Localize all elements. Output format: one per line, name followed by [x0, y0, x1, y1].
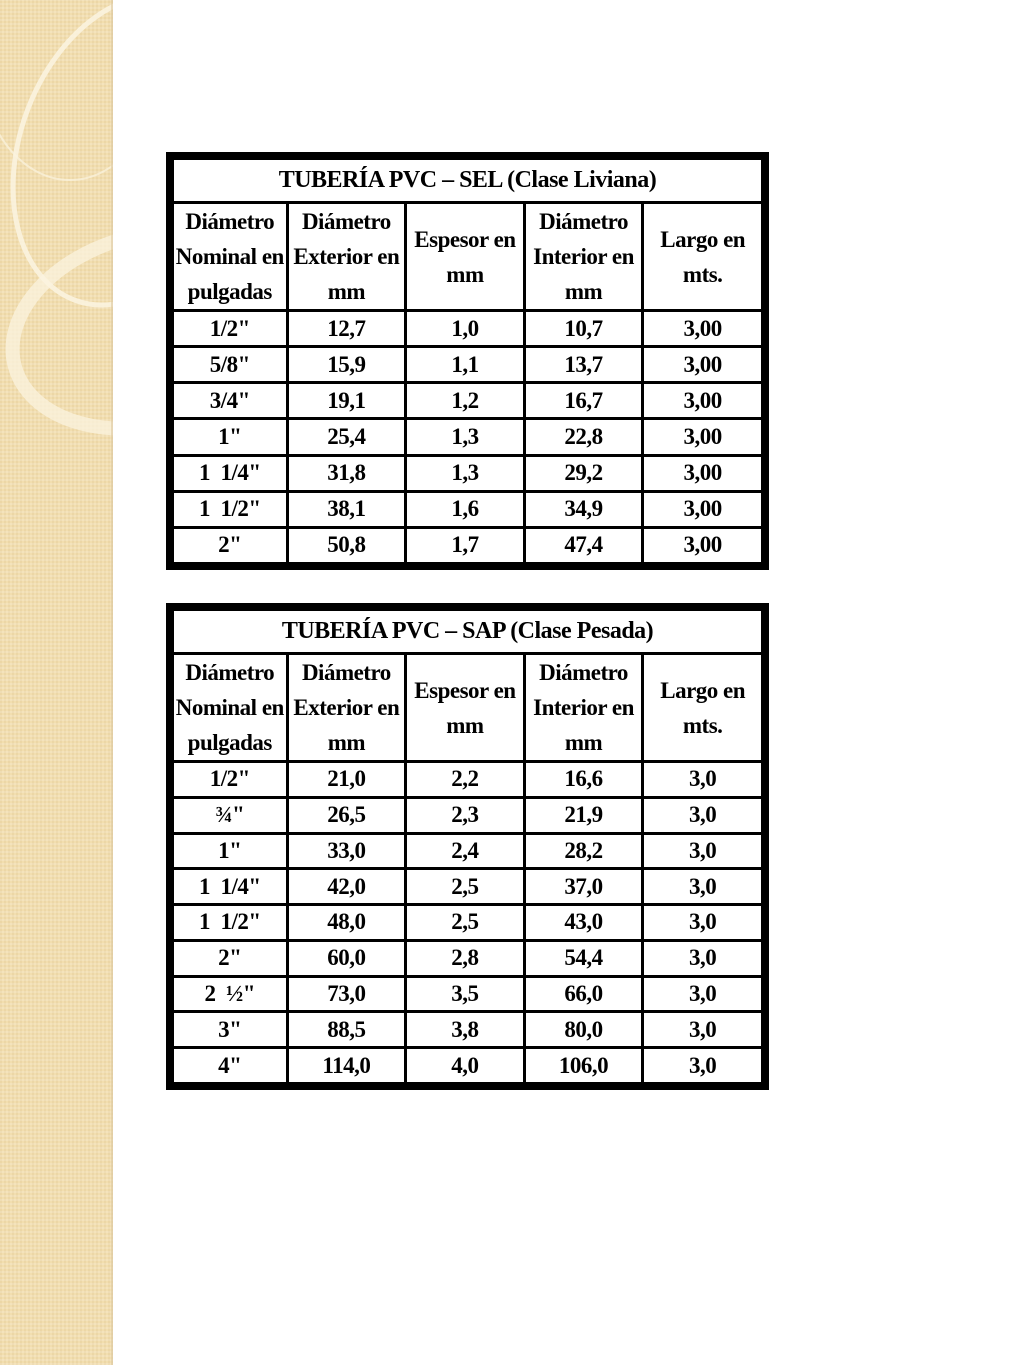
- table-cell: 42,0: [289, 870, 405, 903]
- table-cell: 21,9: [526, 799, 642, 832]
- table-row: [174, 493, 761, 526]
- table-cell: 3,00: [644, 493, 761, 526]
- table-row: [174, 835, 761, 868]
- pvc-sap-table: [171, 608, 764, 1085]
- table-cell: 2 ½": [174, 978, 286, 1011]
- table-cell: 3,0: [644, 906, 761, 939]
- table-cell: 2,4: [407, 835, 523, 868]
- column-header: Diámetro Exterior en mm: [289, 204, 405, 309]
- table-cell: 33,0: [289, 835, 405, 868]
- table-row: [174, 384, 761, 417]
- table-cell: 88,5: [289, 1013, 405, 1046]
- table-cell: 3,00: [644, 384, 761, 417]
- column-header: Largo en mts.: [644, 204, 761, 309]
- table-cell: 3,0: [644, 835, 761, 868]
- table-cell: 3,00: [644, 420, 761, 453]
- table-row: [174, 529, 761, 562]
- table-cell: 31,8: [289, 457, 405, 490]
- table-cell: 2,5: [407, 870, 523, 903]
- table-cell: 38,1: [289, 493, 405, 526]
- table-pvc-sel: [166, 152, 769, 570]
- table-cell: 47,4: [526, 529, 642, 562]
- table-cell: 29,2: [526, 457, 642, 490]
- column-header: Largo en mts.: [644, 655, 761, 760]
- table-row: [174, 906, 761, 939]
- table-cell: 1,2: [407, 384, 523, 417]
- table-cell: 50,8: [289, 529, 405, 562]
- table-cell: 3,8: [407, 1013, 523, 1046]
- table-row: [174, 763, 761, 796]
- column-header: Espesor en mm: [407, 655, 523, 760]
- table-cell: 1 1/2": [174, 906, 286, 939]
- table-cell: 3,0: [644, 1049, 761, 1082]
- table-cell: 73,0: [289, 978, 405, 1011]
- table-cell: 106,0: [526, 1049, 642, 1082]
- table-cell: 3,5: [407, 978, 523, 1011]
- table-cell: 2,5: [407, 906, 523, 939]
- table-title: TUBERÍA PVC – SEL (Clase Liviana): [174, 160, 761, 201]
- table-cell: ¾": [174, 799, 286, 832]
- table-row: [174, 942, 761, 975]
- table-cell: 2,8: [407, 942, 523, 975]
- table-cell: 1,3: [407, 457, 523, 490]
- table-row: [174, 348, 761, 381]
- table-cell: 19,1: [289, 384, 405, 417]
- table-cell: 16,7: [526, 384, 642, 417]
- table-cell: 28,2: [526, 835, 642, 868]
- table-cell: 26,5: [289, 799, 405, 832]
- table-row: [174, 870, 761, 903]
- table-cell: 4,0: [407, 1049, 523, 1082]
- column-header: Diámetro Interior en mm: [526, 655, 642, 760]
- table-cell: 2": [174, 529, 286, 562]
- table-row: [174, 1013, 761, 1046]
- table-cell: 1,3: [407, 420, 523, 453]
- table-cell: 22,8: [526, 420, 642, 453]
- table-cell: 1/2": [174, 763, 286, 796]
- table-cell: 2,2: [407, 763, 523, 796]
- table-row: [174, 420, 761, 453]
- table-cell: 1,6: [407, 493, 523, 526]
- table-cell: 10,7: [526, 312, 642, 345]
- table-cell: 48,0: [289, 906, 405, 939]
- table-cell: 3,0: [644, 942, 761, 975]
- table-cell: 1,1: [407, 348, 523, 381]
- column-header: Diámetro Exterior en mm: [289, 655, 405, 760]
- table-title: TUBERÍA PVC – SAP (Clase Pesada): [174, 611, 761, 652]
- table-cell: 2": [174, 942, 286, 975]
- table-cell: 1,7: [407, 529, 523, 562]
- ring-ornament-icon: [0, 0, 113, 1365]
- column-header: Diámetro Nominal en pulgadas: [174, 655, 286, 760]
- table-cell: 16,6: [526, 763, 642, 796]
- table-cell: 3,0: [644, 978, 761, 1011]
- table-row: [174, 457, 761, 490]
- table-cell: 114,0: [289, 1049, 405, 1082]
- table-cell: 3,0: [644, 763, 761, 796]
- table-row: [174, 1049, 761, 1082]
- table-cell: 13,7: [526, 348, 642, 381]
- table-cell: 3,00: [644, 348, 761, 381]
- strip-edge: [111, 0, 113, 1365]
- table-cell: 3,0: [644, 870, 761, 903]
- table-cell: 3": [174, 1013, 286, 1046]
- table-row: [174, 799, 761, 832]
- table-cell: 3/4": [174, 384, 286, 417]
- table-cell: 1": [174, 835, 286, 868]
- column-header: Espesor en mm: [407, 204, 523, 309]
- table-cell: 3,00: [644, 529, 761, 562]
- table-cell: 1 1/2": [174, 493, 286, 526]
- table-cell: 21,0: [289, 763, 405, 796]
- table-row: [174, 312, 761, 345]
- pvc-sel-table: [171, 157, 764, 565]
- table-cell: 1 1/4": [174, 870, 286, 903]
- table-cell: 2,3: [407, 799, 523, 832]
- column-header: Diámetro Nominal en pulgadas: [174, 204, 286, 309]
- table-cell: 3,0: [644, 1013, 761, 1046]
- table-cell: 1": [174, 420, 286, 453]
- table-cell: 5/8": [174, 348, 286, 381]
- table-cell: 80,0: [526, 1013, 642, 1046]
- table-cell: 15,9: [289, 348, 405, 381]
- table-cell: 54,4: [526, 942, 642, 975]
- table-cell: 34,9: [526, 493, 642, 526]
- table-cell: 1/2": [174, 312, 286, 345]
- table-row: [174, 978, 761, 1011]
- table-cell: 60,0: [289, 942, 405, 975]
- table-cell: 3,00: [644, 312, 761, 345]
- decorative-side-strip: [0, 0, 113, 1365]
- table-cell: 4": [174, 1049, 286, 1082]
- table-cell: 1,0: [407, 312, 523, 345]
- table-cell: 25,4: [289, 420, 405, 453]
- table-pvc-sap: [166, 603, 769, 1090]
- table-cell: 3,0: [644, 799, 761, 832]
- table-cell: 12,7: [289, 312, 405, 345]
- table-cell: 37,0: [526, 870, 642, 903]
- column-header: Diámetro Interior en mm: [526, 204, 642, 309]
- table-cell: 1 1/4": [174, 457, 286, 490]
- table-cell: 43,0: [526, 906, 642, 939]
- table-cell: 3,00: [644, 457, 761, 490]
- table-cell: 66,0: [526, 978, 642, 1011]
